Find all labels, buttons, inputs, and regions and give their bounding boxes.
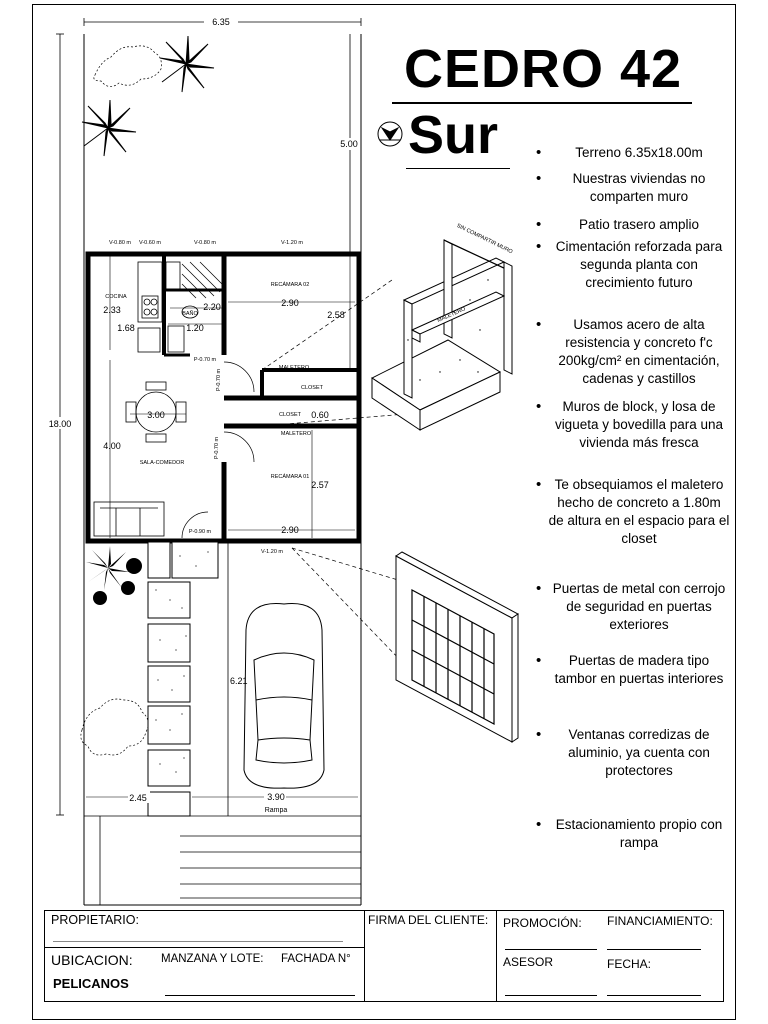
- title-block-divider: [45, 947, 365, 948]
- advisor-label: ASESOR: [503, 955, 554, 969]
- owner-field-line[interactable]: [53, 941, 343, 942]
- maletero-detail-label: MALETERO: [436, 306, 467, 324]
- maletero-isometric-detail: [372, 240, 512, 430]
- living-depth-label: 4.00: [103, 441, 121, 451]
- bedroom2-depth-label: 2.58: [327, 310, 345, 320]
- house-walls: [88, 254, 359, 541]
- ramp-lines: [84, 816, 361, 905]
- orientation-underline: [406, 168, 510, 169]
- bath-depth-label: 1.20: [186, 323, 204, 333]
- car-icon: [244, 604, 324, 789]
- feature-item: • Ventanas corredizas de aluminio, ya cuenta con protectores: [522, 726, 732, 780]
- location-label: UBICACION:: [51, 952, 133, 968]
- kitchen-fixtures: [138, 262, 184, 352]
- feature-item: • Terreno 6.35x18.00m: [522, 144, 732, 162]
- bedroom1-depth-label: 2.57: [311, 480, 329, 490]
- project-title: CEDRO 42: [403, 39, 683, 99]
- room-closet-upper: CLOSET: [300, 385, 324, 391]
- financing-field-line[interactable]: [607, 949, 701, 950]
- feature-item: • Te obsequiamos el maletero hecho de concreto a 1.80m de altura en el espacio para el closet: [522, 476, 732, 548]
- room-closet-lower: CLOSET: [278, 412, 302, 418]
- room-bedroom1: RECÁMARA 01: [270, 474, 310, 480]
- door-label-2: P-0.70 m: [216, 368, 222, 392]
- location-value: PELICANOS: [53, 976, 129, 991]
- block-lot-label: MANZANA Y LOTE:: [161, 953, 264, 965]
- sofa: [94, 502, 164, 536]
- garage-depth-label: 6.21: [230, 676, 248, 686]
- kitchen-depth-label: 1.68: [117, 323, 135, 333]
- financing-label: FINANCIAMIENTO:: [607, 914, 713, 928]
- date-label: FECHA:: [607, 957, 652, 971]
- feature-item: • Usamos acero de alta resistencia y concreto f'c 200kg/cm² en cimentación, cadenas y castillos: [522, 316, 732, 388]
- compass-icon: [378, 122, 402, 146]
- lot-depth-label: 18.00: [48, 419, 72, 429]
- feature-item: • Estacionamiento propio con rampa: [522, 816, 732, 852]
- facade-label: FACHADA N°: [281, 953, 351, 965]
- window-label-2: V-0.60 m: [138, 240, 162, 246]
- window-label-1: V-0.80 m: [108, 240, 132, 246]
- feature-item: • Puertas de madera tipo tambor en puertas interiores: [522, 652, 732, 688]
- palm-tree-icon: [82, 36, 214, 156]
- stairs: [182, 262, 222, 298]
- ramp-label: Rampa: [264, 807, 288, 814]
- orientation-label: Sur: [408, 105, 499, 165]
- promotion-label: PROMOCIÓN:: [503, 916, 582, 930]
- bath-width-label: 2.20: [203, 302, 221, 312]
- palm-tree-icon: [86, 546, 142, 605]
- window-isometric-detail: [396, 552, 518, 742]
- block-lot-field-line[interactable]: [165, 995, 355, 996]
- feature-item: • Cimentación reforzada para segunda planta con crecimiento futuro: [522, 238, 732, 292]
- bedroom2-width-label: 2.90: [281, 298, 299, 308]
- room-kitchen: COCINA: [105, 294, 127, 300]
- owner-label: PROPIETARIO:: [51, 913, 139, 927]
- door-label-1: P-0.70 m: [193, 357, 217, 363]
- closet-width-label: 0.60: [311, 410, 329, 420]
- room-maletero-lower: MALETERO: [280, 431, 312, 437]
- feature-item: • Nuestras viviendas no comparten muro: [522, 170, 732, 206]
- date-field-line[interactable]: [607, 995, 701, 996]
- feature-item: • Puertas de metal con cerrojo de seguridad en puertas exteriores: [522, 580, 732, 634]
- feature-item: • Muros de block, y losa de vigueta y bovedilla para una vivienda más fresca: [522, 398, 732, 452]
- window-label-4: V-1.20 m: [280, 240, 304, 246]
- backyard-depth-label: 5.00: [340, 139, 358, 149]
- window-label-3: V-0.80 m: [193, 240, 217, 246]
- walkway-pavers: [148, 542, 218, 816]
- signature-label: FIRMA DEL CLIENTE:: [368, 913, 489, 927]
- driveway-width-label: 3.90: [267, 792, 285, 802]
- room-living-dining: SALA-COMEDOR: [139, 460, 185, 466]
- promotion-field-line[interactable]: [505, 949, 597, 950]
- title-block: [44, 910, 724, 1002]
- lot-width-label: 6.35: [212, 17, 230, 27]
- bedroom1-width-label: 2.90: [281, 525, 299, 535]
- advisor-field-line[interactable]: [505, 995, 597, 996]
- room-maletero-upper: MALETERO: [278, 365, 310, 371]
- garden-width-label: 2.45: [129, 793, 147, 803]
- kitchen-width-label: 2.33: [103, 305, 121, 315]
- window-label-5: V-1.20 m: [260, 549, 284, 555]
- room-bath: BAÑO: [182, 311, 198, 317]
- feature-item: • Patio trasero amplio: [522, 216, 732, 234]
- room-bedroom2: RECÁMARA 02: [270, 282, 310, 288]
- door-label-4: P-0.90 m: [188, 529, 212, 535]
- door-label-3: P-0.70 m: [214, 436, 220, 460]
- dining-width-label: 3.00: [147, 410, 165, 420]
- no-shared-wall-label: SIN COMPARTIR MURO: [455, 222, 514, 256]
